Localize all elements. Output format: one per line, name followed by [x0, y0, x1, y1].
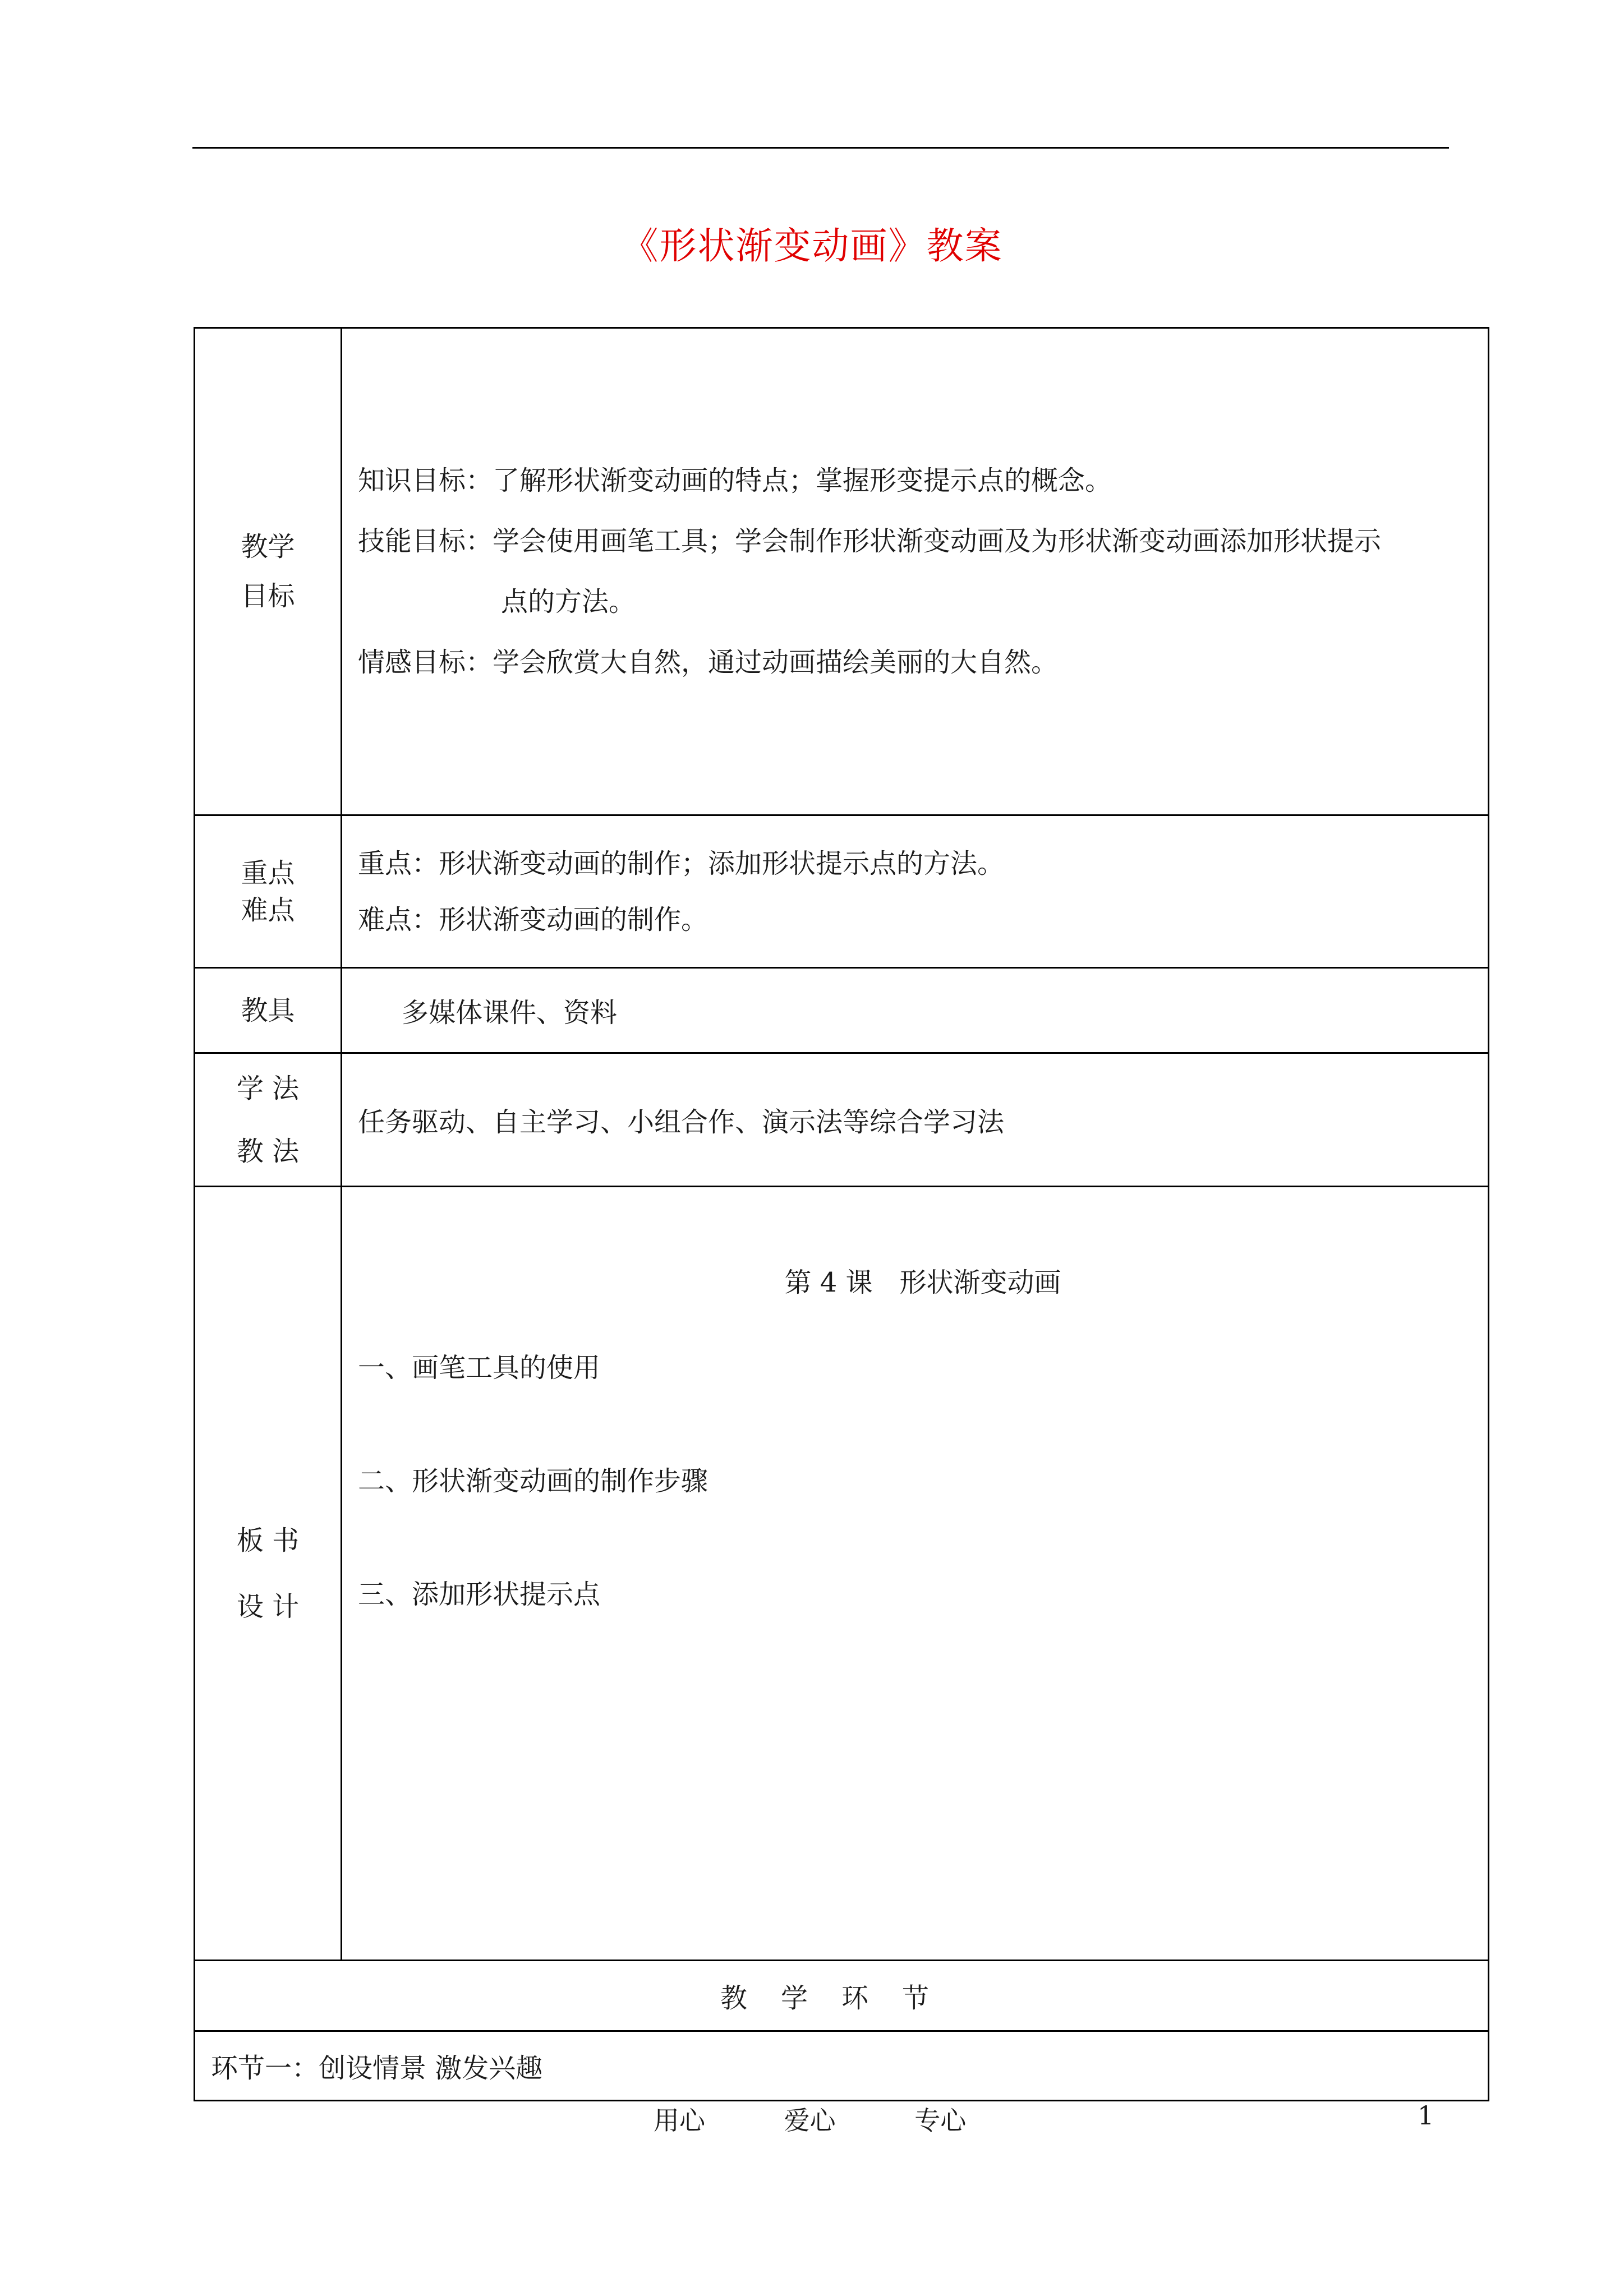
- tools-content: 多媒体课件、资料: [342, 968, 1489, 1053]
- board-design-label-line1: 板 书: [236, 1524, 300, 1556]
- board-item-2: 二、形状渐变动画的制作步骤: [358, 1465, 709, 1497]
- objectives-label-line2: 目标: [241, 580, 295, 612]
- teaching-step-1-row: [195, 2031, 1489, 2101]
- footer-motto-3: 专心: [914, 2105, 967, 2136]
- methods-content: 任务驱动、自主学习、小组合作、演示法等综合学习法: [342, 1053, 1489, 1187]
- key-points-content: [342, 815, 1489, 968]
- methods-row: [195, 1053, 1489, 1187]
- key-points-label: [195, 815, 342, 968]
- board-item-3: 三、添加形状提示点: [358, 1579, 601, 1610]
- methods-label-line2: 教 法: [236, 1135, 300, 1167]
- difficult-point: 难点：形状渐变动画的制作。: [358, 903, 709, 935]
- footer-motto-2: 爱心: [784, 2105, 836, 2136]
- header-rule: [192, 147, 1449, 149]
- tools-label: 教具: [195, 968, 342, 1053]
- board-item-1: 一、画笔工具的使用: [358, 1352, 601, 1384]
- objectives-label: [195, 328, 342, 815]
- skill-goal: 技能目标：学会使用画笔工具；学会制作形状渐变动画及为形状渐变动画添加形状提示: [358, 525, 1382, 557]
- tools-row: [195, 968, 1489, 1053]
- footer-motto: [654, 2100, 1037, 2137]
- objectives-label-line1: 教学: [241, 531, 295, 563]
- key-points-label-line1: 重点: [241, 857, 295, 889]
- methods-label-line1: 学 法: [236, 1072, 300, 1104]
- objectives-content: [342, 328, 1489, 815]
- teaching-step-1: 环节一：创设情景 激发兴趣: [195, 2031, 1489, 2101]
- footer-motto-1: 用心: [654, 2105, 705, 2136]
- key-points-row: [195, 815, 1489, 968]
- key-points-label-line2: 难点: [241, 894, 295, 926]
- lesson-plan-table: [194, 327, 1489, 2101]
- page-number: 1: [1418, 2100, 1434, 2131]
- knowledge-goal: 知识目标：了解形状渐变动画的特点；掌握形变提示点的概念。: [358, 465, 1112, 496]
- methods-label: [195, 1053, 342, 1187]
- board-design-label-line2: 设 计: [236, 1590, 300, 1622]
- teaching-steps-header: 教学环节: [195, 1961, 1489, 2031]
- skill-goal-continued: 点的方法。: [501, 586, 636, 617]
- board-design-label: [195, 1187, 342, 1961]
- document-title: 《形状渐变动画》教案: [621, 224, 1003, 268]
- emotion-goal: 情感目标：学会欣赏大自然，通过动画描绘美丽的大自然。: [358, 647, 1059, 678]
- objectives-row: [195, 328, 1489, 815]
- key-point: 重点：形状渐变动画的制作；添加形状提示点的方法。: [358, 847, 1005, 879]
- board-design-content: [342, 1187, 1489, 1961]
- teaching-steps-header-row: [195, 1961, 1489, 2031]
- board-title: 第 4 课 形状渐变动画: [784, 1267, 1061, 1298]
- board-design-row: [195, 1187, 1489, 1961]
